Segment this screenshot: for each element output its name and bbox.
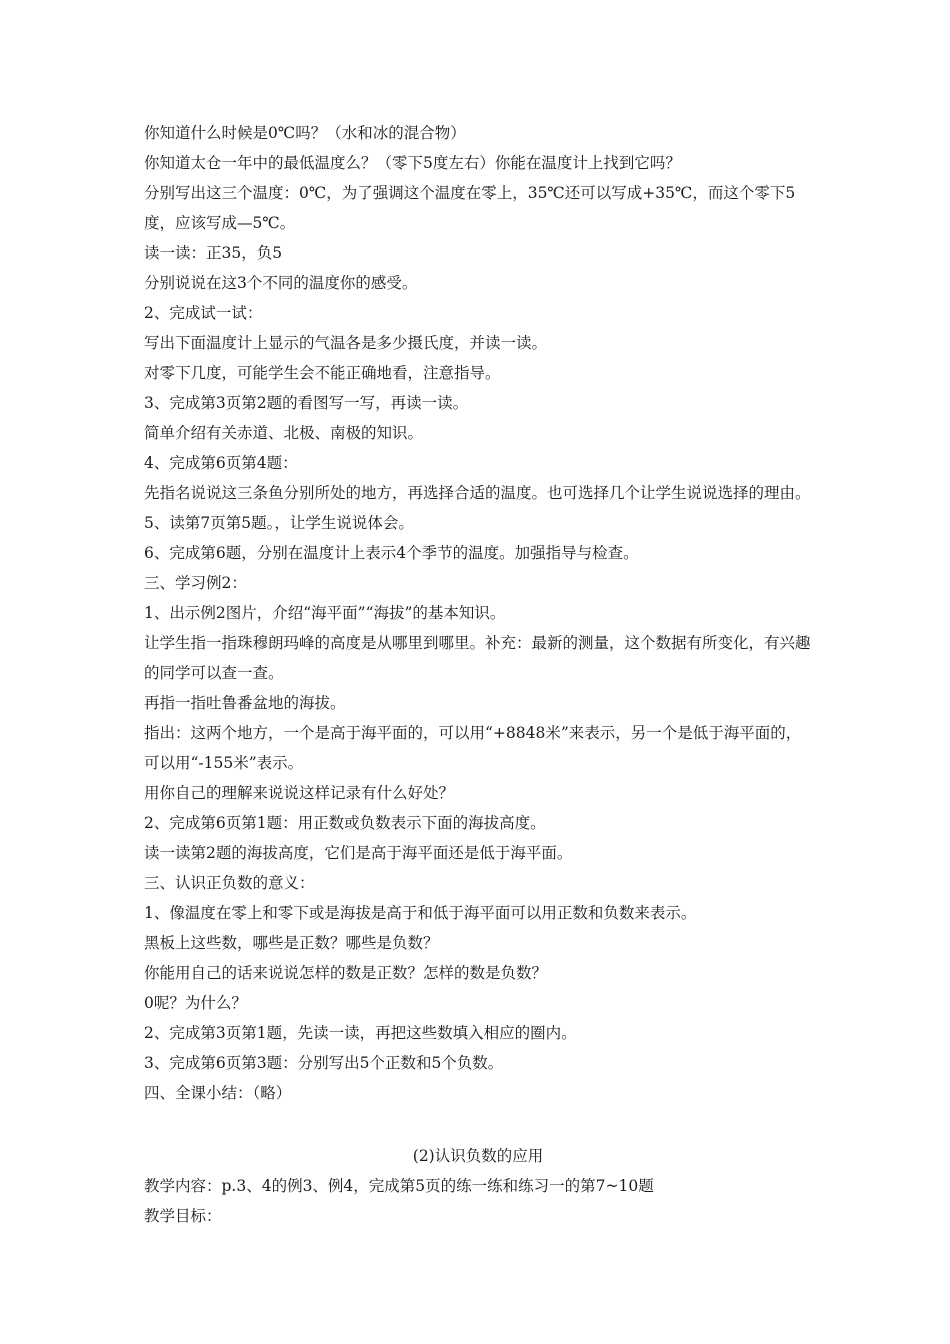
- text-line: 1、出示例2图片，介绍“海平面”“海拔”的基本知识。: [144, 604, 506, 622]
- text-line: 2、完成第3页第1题，先读一读，再把这些数填入相应的圈内。: [144, 1024, 577, 1042]
- section-title: (2)认识负数的应用: [412, 1147, 544, 1165]
- text-line: 对零下几度，可能学生会不能正确地看，注意指导。: [144, 364, 501, 382]
- text-line: 用你自己的理解来说说这样记录有什么好处？: [144, 784, 455, 802]
- text-line: 2、完成试一试：: [144, 304, 263, 322]
- text-line: 教学内容：p.3、4的例3、例4，完成第5页的练一练和练习一的第7~10题: [144, 1177, 654, 1195]
- text-line: 你知道太仓一年中的最低温度么？（零下5度左右）你能在温度计上找到它吗？: [144, 154, 681, 172]
- text-line: 分别说说在这3个不同的温度你的感受。: [144, 274, 418, 292]
- text-line: 6、完成第6题，分别在温度计上表示4个季节的温度。加强指导与检查。: [144, 544, 639, 562]
- section-heading: 三、学习例2：: [144, 574, 247, 592]
- text-line: 你能用自己的话来说说怎样的数是正数？怎样的数是负数？: [144, 964, 548, 982]
- text-line: 读一读：正35，负5: [144, 244, 283, 262]
- text-line: 2、完成第6页第1题：用正数或负数表示下面的海拔高度。: [144, 814, 546, 832]
- text-line: 4、完成第6页第4题：: [144, 454, 298, 472]
- text-line: 3、完成第6页第3题：分别写出5个正数和5个负数。: [144, 1054, 504, 1072]
- text-paragraph: 分别写出这三个温度：0℃，为了强调这个温度在零上，35℃还可以写成+35℃，而这个零下5度，应该写成—5℃。: [144, 184, 796, 232]
- text-line: 5、读第7页第5题。，让学生说说体会。: [144, 514, 414, 532]
- text-paragraph: 指出：这两个地方，一个是高于海平面的，可以用“+8848米”来表示，另一个是低于海平面的，可以用“-155米”表示。: [144, 724, 802, 772]
- text-line: 简单介绍有关赤道、北极、南极的知识。: [144, 424, 424, 442]
- text-paragraph: 先指名说说这三条鱼分别所处的地方，再选择合适的温度。也可选择几个让学生说说选择的理由。: [144, 484, 811, 502]
- text-line: 3、完成第3页第2题的看图写一写，再读一读。: [144, 394, 469, 412]
- text-line: 再指一指吐鲁番盆地的海拔。: [144, 694, 346, 712]
- text-line: 0呢？为什么？: [144, 994, 247, 1012]
- spacer: [144, 1108, 812, 1141]
- text-line: 写出下面温度计上显示的气温各是多少摄氏度，并读一读。: [144, 334, 548, 352]
- text-line: 1、像温度在零上和零下或是海拔是高于和低于海平面可以用正数和负数来表示。: [144, 904, 697, 922]
- text-line: 黑板上这些数，哪些是正数？哪些是负数？: [144, 934, 439, 952]
- text-line: 你知道什么时候是0℃吗？（水和冰的混合物）: [144, 124, 466, 142]
- document-body: [144, 118, 812, 1231]
- text-line: 教学目标：: [144, 1207, 222, 1225]
- section-heading: 三、认识正负数的意义：: [144, 874, 315, 892]
- section-heading: 四、全课小结：（略）: [144, 1084, 292, 1102]
- text-line: 读一读第2题的海拔高度，它们是高于海平面还是低于海平面。: [144, 844, 573, 862]
- text-paragraph: 让学生指一指珠穆朗玛峰的高度是从哪里到哪里。补充：最新的测量，这个数据有所变化，有兴趣的同学可以查一查。: [144, 634, 811, 682]
